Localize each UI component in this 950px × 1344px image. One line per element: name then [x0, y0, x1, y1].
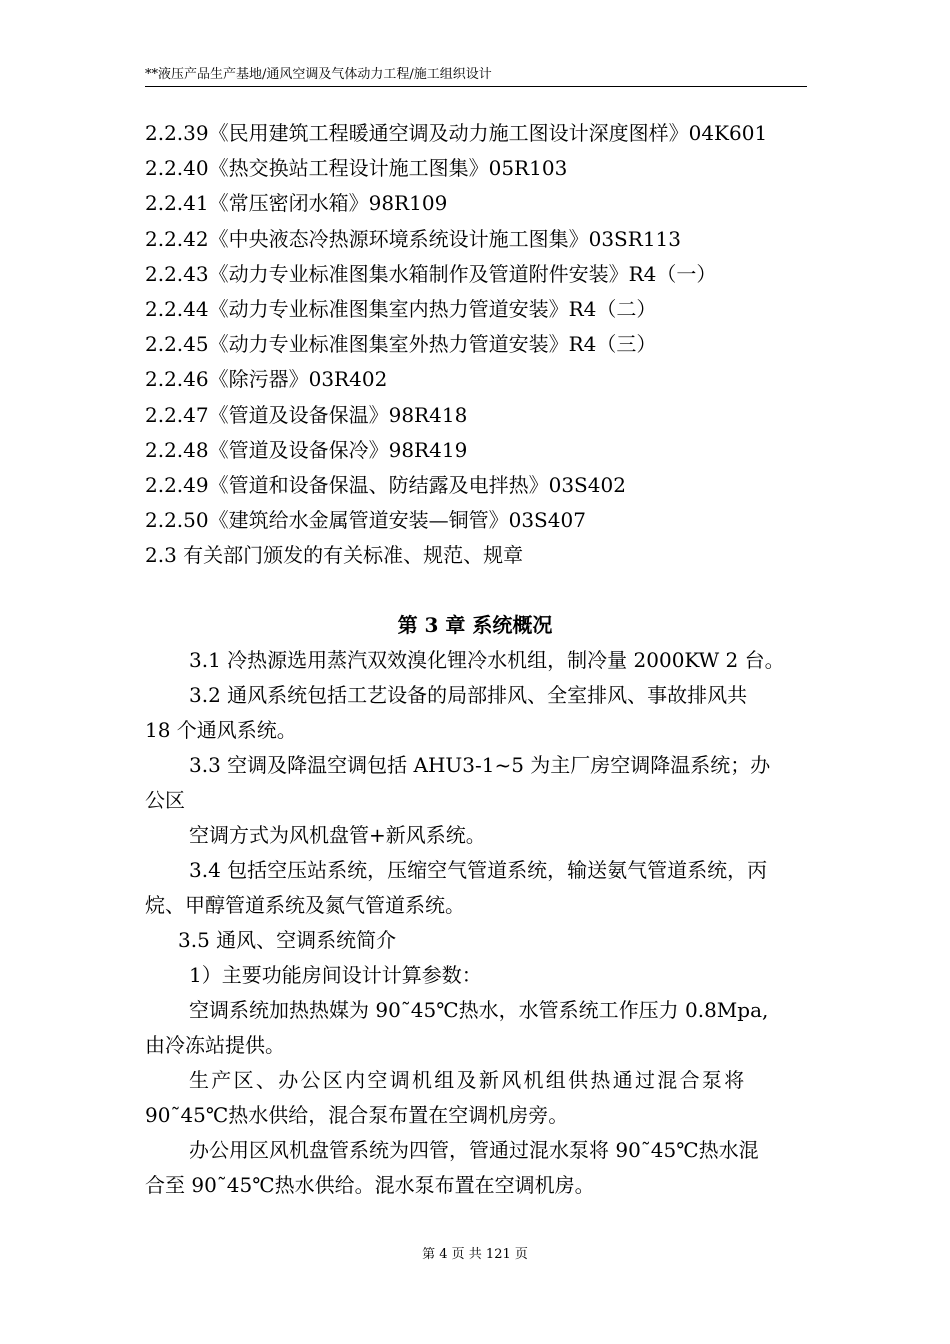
paragraph-3-4: [145, 853, 809, 923]
paragraph-line: 办公用区风机盘管系统为四管，管通过混水泵将 90˜45℃热水混: [189, 1138, 759, 1162]
reference-item: 2.2.39《民用建筑工程暖通空调及动力施工图设计深度图样》04K601: [145, 121, 768, 145]
paragraph-line: 18 个通风系统。: [145, 718, 297, 742]
paragraph-line: 3.2 通风系统包括工艺设备的局部排风、全室排风、事故排风共: [189, 683, 748, 707]
section-2-3-heading: 2.3 有关部门颁发的有关标准、规范、规章: [145, 543, 524, 567]
paragraph-3-3: [145, 748, 809, 818]
paragraph-line: 由冷冻站提供。: [145, 1033, 285, 1057]
reference-list: [145, 116, 825, 538]
paragraph-3-5: 3.5 通风、空调系统简介: [178, 928, 397, 952]
reference-item: 2.2.44《动力专业标准图集室内热力管道安装》R4（二）: [145, 296, 657, 321]
paragraph-line: 空调系统加热热媒为 90˜45℃热水，水管系统工作压力 0.8Mpa,: [189, 998, 769, 1022]
paragraph-heating: [145, 993, 809, 1063]
paragraph-production: [145, 1063, 809, 1133]
reference-item: 2.2.45《动力专业标准图集室外热力管道安装》R4（三）: [145, 332, 657, 357]
page-footer: 第 4 页 共 121 页: [422, 1247, 528, 1262]
paragraph-line: 公区: [145, 788, 185, 812]
paragraph-line: 3.3 空调及降温空调包括 AHU3-1~5 为主厂房空调降温系统；办: [189, 753, 771, 777]
reference-item: 2.2.42《中央液态冷热源环境系统设计施工图集》03SR113: [145, 226, 681, 251]
paragraph-3-3-cont: 空调方式为风机盘管+新风系统。: [189, 823, 486, 847]
paragraph-line: 生产区、办公区内空调机组及新风机组供热通过混合泵将: [189, 1068, 747, 1092]
reference-item: 2.2.40《热交换站工程设计施工图集》05R103: [145, 156, 568, 181]
page-header: **液压产品生产基地/通风空调及气体动力工程/施工组织设计: [145, 66, 807, 87]
paragraph-line: 3.4 包括空压站系统，压缩空气管道系统，输送氨气管道系统，丙: [189, 858, 768, 882]
reference-item: 2.2.50《建筑给水金属管道安装—铜管》03S407: [145, 508, 586, 533]
paragraph-item-1: 1）主要功能房间设计计算参数：: [189, 963, 482, 987]
reference-item: 2.2.43《动力专业标准图集水箱制作及管道附件安装》R4（一）: [145, 261, 717, 286]
paragraph-line: 90˜45℃热水供给，混合泵布置在空调机房旁。: [145, 1103, 569, 1127]
reference-item: 2.2.47《管道及设备保温》98R418: [145, 402, 468, 427]
paragraph-3-2: [145, 678, 809, 748]
chapter-body: [145, 643, 809, 1203]
reference-item: 2.2.46《除污器》03R402: [145, 367, 388, 392]
reference-item: 2.2.48《管道及设备保冷》98R419: [145, 437, 468, 462]
paragraph-office: [145, 1133, 809, 1203]
paragraph-line: 合至 90˜45℃热水供给。混水泵布置在空调机房。: [145, 1173, 595, 1197]
paragraph-3-1: 3.1 冷热源选用蒸汽双效溴化锂冷水机组，制冷量 2000KW 2 台。: [189, 648, 785, 672]
chapter-title: 第 3 章 系统概况: [397, 613, 553, 637]
paragraph-line: 烷、甲醇管道系统及氮气管道系统。: [145, 893, 465, 917]
reference-item: 2.2.49《管道和设备保温、防结露及电拌热》03S402: [145, 472, 626, 497]
reference-item: 2.2.41《常压密闭水箱》98R109: [145, 191, 448, 216]
